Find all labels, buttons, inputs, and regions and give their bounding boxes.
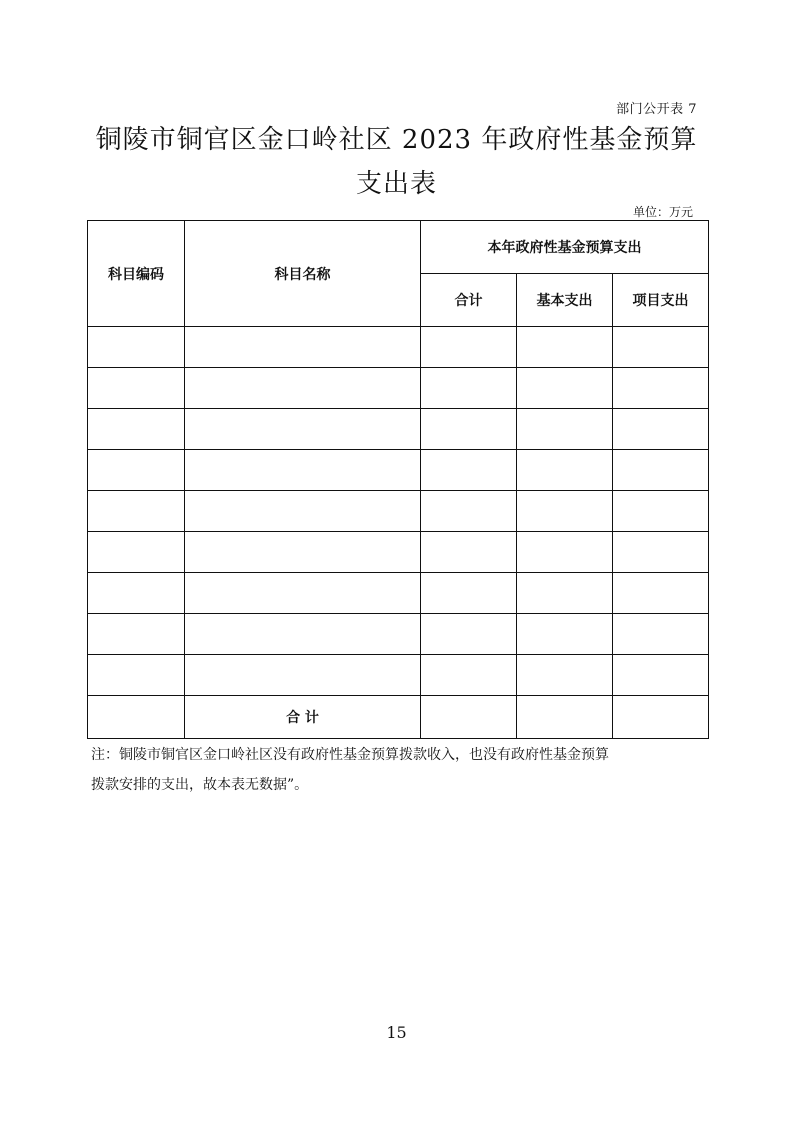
unit-label: 单位：万元 (632, 205, 693, 219)
code-cell (88, 409, 185, 450)
name-cell (185, 573, 421, 614)
basic-cell (517, 655, 613, 696)
name-cell (185, 491, 421, 532)
basic-cell (517, 327, 613, 368)
name-cell (185, 450, 421, 491)
total-cell (421, 409, 517, 450)
header-total: 合计 (421, 274, 517, 327)
table-row (88, 450, 709, 491)
total-amount-cell (421, 696, 517, 739)
name-cell (185, 409, 421, 450)
project-cell (613, 573, 709, 614)
code-cell (88, 655, 185, 696)
total-cell (421, 532, 517, 573)
form-number: 部门公开表 7 (616, 102, 697, 117)
project-cell (613, 450, 709, 491)
name-cell (185, 327, 421, 368)
table-body (88, 327, 709, 739)
code-cell (88, 368, 185, 409)
code-cell (88, 327, 185, 368)
basic-cell (517, 573, 613, 614)
project-cell (613, 532, 709, 573)
basic-cell (517, 368, 613, 409)
code-cell (88, 573, 185, 614)
header-project-expenditure: 项目支出 (613, 274, 709, 327)
basic-cell (517, 532, 613, 573)
name-cell (185, 655, 421, 696)
page-number: 15 (386, 1023, 407, 1042)
total-cell (421, 450, 517, 491)
project-cell (613, 491, 709, 532)
total-row (88, 696, 709, 739)
total-cell (421, 573, 517, 614)
page-title-line-2: 支出表 (355, 169, 437, 199)
basic-cell (517, 614, 613, 655)
total-cell (421, 327, 517, 368)
total-project-cell (613, 696, 709, 739)
note-line-2: 拨款安排的支出，故本表无数据”。 (91, 777, 309, 793)
table-row (88, 491, 709, 532)
project-cell (613, 409, 709, 450)
total-cell (421, 614, 517, 655)
note (91, 740, 711, 800)
code-cell (88, 532, 185, 573)
total-cell (421, 655, 517, 696)
name-cell (185, 368, 421, 409)
total-basic-cell (517, 696, 613, 739)
name-cell (185, 614, 421, 655)
total-code-cell (88, 696, 185, 739)
total-cell (421, 491, 517, 532)
table-row (88, 655, 709, 696)
table-row (88, 532, 709, 573)
header-subject-name: 科目名称 (185, 221, 421, 327)
basic-cell (517, 491, 613, 532)
project-cell (613, 614, 709, 655)
header-subject-code: 科目编码 (88, 221, 185, 327)
table-row (88, 409, 709, 450)
name-cell (185, 532, 421, 573)
table-row (88, 327, 709, 368)
table-row (88, 368, 709, 409)
project-cell (613, 327, 709, 368)
budget-table (87, 220, 709, 739)
note-line-1: 注：铜陵市铜官区金口岭社区没有政府性基金预算拨款收入，也没有政府性基金预算 (91, 747, 609, 763)
page-title-line-1: 铜陵市铜官区金口岭社区 2023 年政府性基金预算 (95, 125, 698, 155)
code-cell (88, 491, 185, 532)
header-basic-expenditure: 基本支出 (517, 274, 613, 327)
project-cell (613, 368, 709, 409)
code-cell (88, 450, 185, 491)
header-fund-expenditure: 本年政府性基金预算支出 (421, 221, 709, 274)
project-cell (613, 655, 709, 696)
code-cell (88, 614, 185, 655)
basic-cell (517, 450, 613, 491)
table-row (88, 573, 709, 614)
table-row (88, 614, 709, 655)
total-cell (421, 368, 517, 409)
total-label: 合 计 (185, 696, 421, 739)
basic-cell (517, 409, 613, 450)
